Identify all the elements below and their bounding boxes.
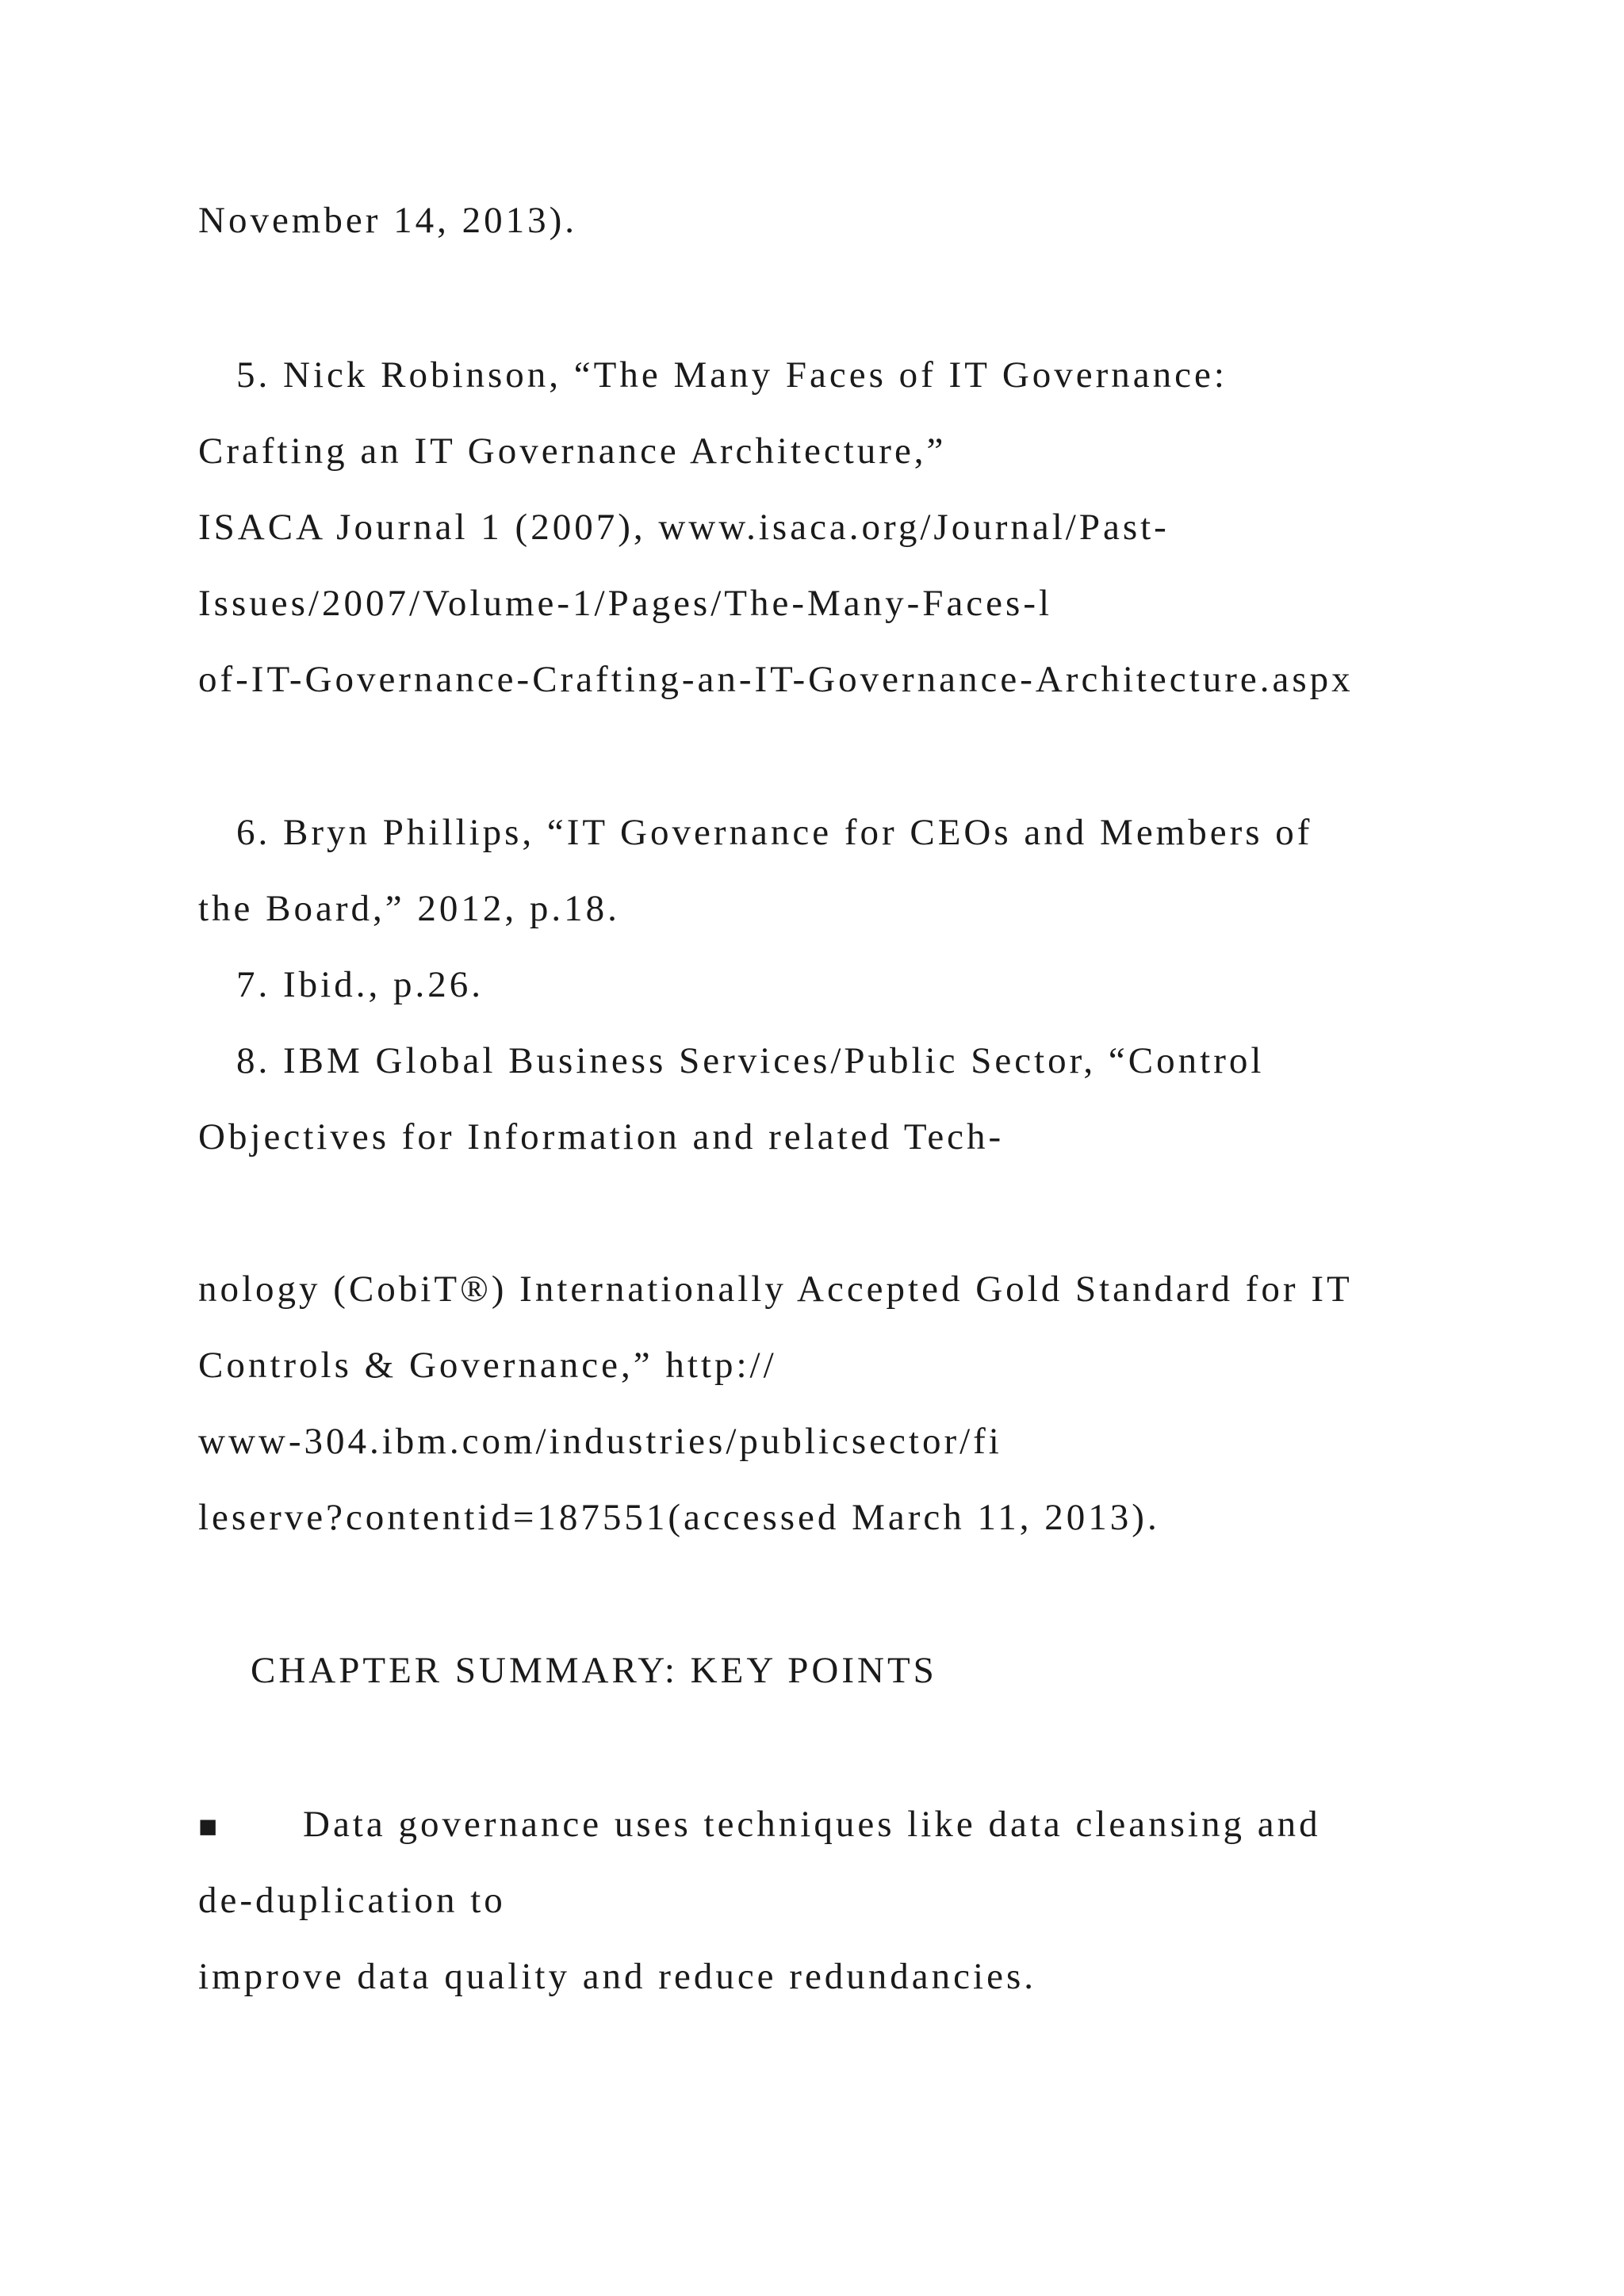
bullet-square-icon: ■ bbox=[198, 1808, 218, 1844]
bullet-1-line-3: improve data quality and reduce redundancies. bbox=[198, 1956, 1036, 1997]
note-8-line-5: www-304.ibm.com/industries/publicsector/fi bbox=[198, 1421, 1002, 1462]
note-5-line-5: of-IT-Governance-Crafting-an-IT-Governance-Architecture.aspx bbox=[198, 659, 1354, 700]
note-5-line-3: ISACA Journal 1 (2007), www.isaca.org/Journal/Past- bbox=[198, 507, 1170, 548]
note-5-line-1: 5. Nick Robinson, “The Many Faces of IT Governance: bbox=[236, 354, 1228, 396]
note-5-line-2: Crafting an IT Governance Architecture,” bbox=[198, 430, 947, 472]
note-continuation-text: November 14, 2013). bbox=[198, 200, 578, 241]
note-8-line-4: Controls & Governance,” http:// bbox=[198, 1345, 777, 1386]
note-5-line-4: Issues/2007/Volume-1/Pages/The-Many-Faces-l bbox=[198, 583, 1053, 624]
note-8-line-6: leserve?contentid=187551(accessed March 11, 2013). bbox=[198, 1497, 1160, 1538]
bullet-1-line-1: Data governance uses techniques like data cleansing and bbox=[303, 1804, 1321, 1845]
note-6-line-1: 6. Bryn Phillips, “IT Governance for CEOs and Members of bbox=[236, 812, 1313, 853]
note-8-line-2: Objectives for Information and related Tech- bbox=[198, 1116, 1005, 1158]
bullet-1-line-2: de-duplication to bbox=[198, 1880, 506, 1921]
note-8-line-3: nology (CobiT®) Internationally Accepted Gold Standard for IT bbox=[198, 1269, 1353, 1310]
note-6-line-2: the Board,” 2012, p.18. bbox=[198, 888, 620, 929]
note-7-line: 7. Ibid., p.26. bbox=[236, 964, 484, 1005]
note-8-line-1: 8. IBM Global Business Services/Public Sector, “Control bbox=[236, 1040, 1265, 1081]
section-heading: CHAPTER SUMMARY: KEY POINTS bbox=[251, 1650, 937, 1691]
